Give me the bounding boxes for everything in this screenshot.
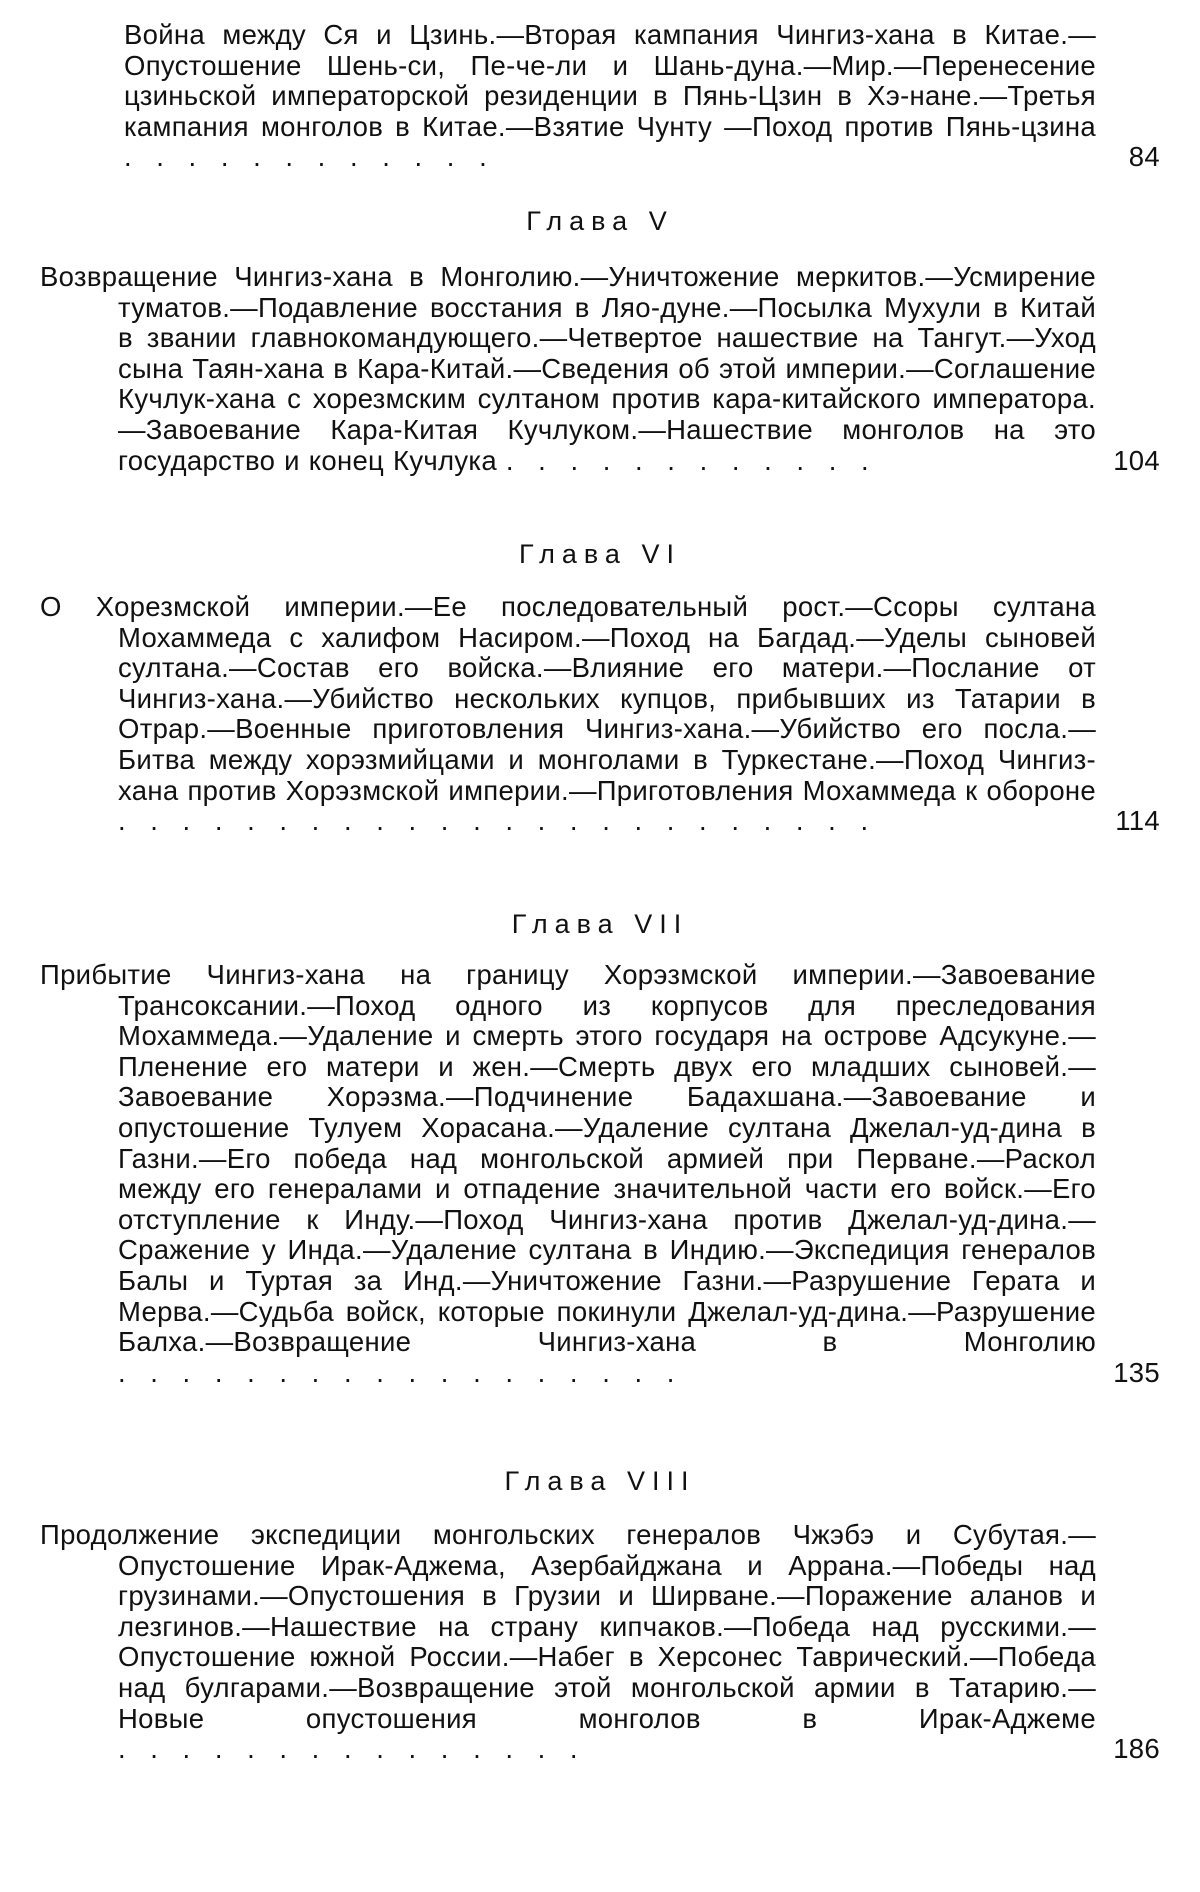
dot-leaders: . . . . . . . . . . . . . . . . . . bbox=[118, 1356, 683, 1388]
dot-leaders: . . . . . . . . . . . . bbox=[124, 141, 495, 173]
toc-entry-chapter-vii bbox=[40, 960, 1160, 1388]
toc-page-number: 114 bbox=[1115, 805, 1160, 837]
chapter-heading-v: Глава V bbox=[526, 206, 674, 236]
dot-leaders: . . . . . . . . . . . . bbox=[505, 444, 877, 476]
toc-entry-continued bbox=[40, 20, 1160, 173]
dot-leaders: . . . . . . . . . . . . . . . bbox=[118, 1733, 586, 1765]
chapter-heading-vi: Глава VI bbox=[519, 539, 681, 569]
toc-entry-text: О Хорезмской империи.—Ее последовательный рост.—Ссоры султана Мохаммеда с халифом Насиром.—Поход на Багдад.—Уделы сыновей султана.—Состав его войска.—Влияние его матери.—Послание от Чингиз-хана.—Убийство нескольких купцов, прибывших из Татарии в Отрар.—Военные приготовления Чингиз-хана.—Убийство его посла.—Битва между хорэзмийцами и монголами в Туркестане.—Поход Чингиз-хана против Хорэзмской империи.—Приготовления Мохаммеда к обороне . . . . . . . . . . . . . . . . . . . . . . . . bbox=[40, 591, 1096, 837]
chapter-heading-vii: Глава VII bbox=[511, 909, 689, 939]
toc-entry-text: Возвращение Чингиз-хана в Монголию.—Уничтожение меркитов.—Усмирение туматов.—Подавление восстания в Ляо-дуне.—Посылка Мухули в Китай в звании главнокомандующего.—Четвертое нашествие на Тангут.—Уход сына Таян-хана в Кара-Китай.—Сведения об этой империи.—Соглашение Кучлук-хана с хорезмским султаном против кара-китайского императора.—Завоевание Кара-Китая Кучлуком.—Нашествие монголов на это государство и конец Кучлука . . . . . . . . . . . . bbox=[40, 261, 1096, 476]
toc-entry-text: Продолжение экспедиции монгольских генералов Чжэбэ и Субутая.—Опустошение Ирак-Аджема, Азербайджана и Аррана.—Победы над грузинами.—Опустошения в Грузии и Ширване.—Поражение аланов и лезгинов.—Нашествие на страну кипчаков.—Победа над русскими.—Опустошение южной России.—Набег в Херсонес Таврический.—Победа над булгарами.—Возвращение этой монгольской армии в Татарию.—Новые опустошения монголов в Ирак-Аджеме . . . . . . . . . . . . . . . bbox=[40, 1519, 1096, 1765]
toc-entry-text: Война между Ся и Цзинь.—Вторая кампания Чингиз-хана в Китае.—Опустошение Шень-си, Пе-че-ли и Шань-дуна.—Мир.—Перенесение цзиньской императорской резиденции в Пянь-Цзин в Хэ-нане.—Третья кампания монголов в Китае.—Взятие Чунту —Поход против Пянь-цзина . . . . . . . . . . . . bbox=[124, 19, 1096, 173]
toc-page-number: 186 bbox=[1113, 1733, 1160, 1765]
toc-page-number: 104 bbox=[1113, 444, 1160, 476]
toc-entry-text: Прибытие Чингиз-хана на границу Хорэзмской империи.—Завоевание Трансоксании.—Поход одного из корпусов для преследования Мохаммеда.—Удаление и смерть этого государя на острове Адсукуне.—Пленение его матери и жен.—Смерть двух его младших сыновей.—Завоевание Хорэзма.—Подчинение Бадахшана.—Завоевание и опустошение Тулуем Хорасана.—Удаление султана Джелал-уд-дина в Газни.—Его победа над монгольской армией при Перване.—Раскол между его генералами и отпадение значительной части его войск.—Его отступление к Инду.—Поход Чингиз-хана против Джелал-уд-дина.—Сражение у Инда.—Удаление султана в Индию.—Экспедиция генералов Балы и Туртая за Инд.—Уничтожение Газни.—Разрушение Герата и Мерва.—Судьба войск, которые покинули Джелал-уд-дина.—Разрушение Балха.—Возвращение Чингиз-хана в Монголию . . . . . . . . . . . . . . . . . . bbox=[40, 959, 1096, 1388]
toc-entry-chapter-v bbox=[40, 262, 1160, 476]
chapter-heading-viii: Глава VIII bbox=[504, 1466, 696, 1496]
dot-leaders: . . . . . . . . . . . . . . . . . . . . . . . . bbox=[118, 805, 877, 837]
toc-page-number: 135 bbox=[1113, 1356, 1160, 1388]
toc-entry-chapter-vi bbox=[40, 592, 1160, 837]
toc-entry-chapter-viii bbox=[40, 1520, 1160, 1765]
toc-page-number: 84 bbox=[1128, 141, 1160, 173]
